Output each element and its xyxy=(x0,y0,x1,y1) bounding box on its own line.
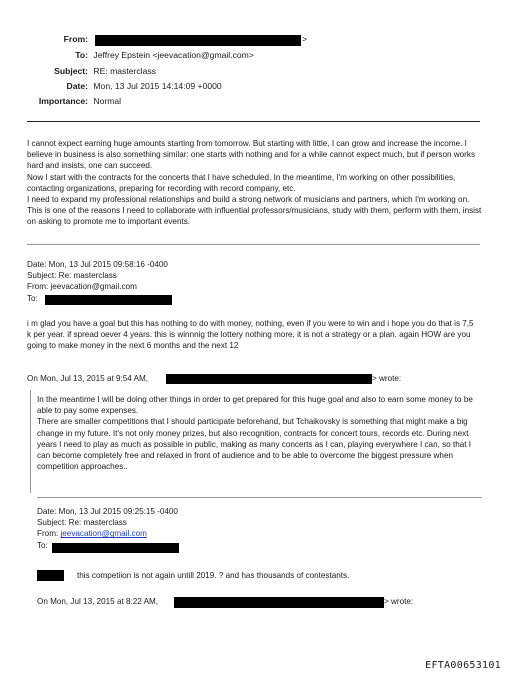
reply-date: Date: Mon, 13 Jul 2015 09:25:15 -0400 xyxy=(37,507,178,516)
email-link[interactable]: jeevacation@gmail.com xyxy=(60,529,147,539)
paragraph: Now I start with the contracts for the concerts that I have scheduled. In the meantime, I'm working on other possibilities, contacting organizations, preparing for recording with record company, etc. xyxy=(27,172,456,193)
subject-label: Subject: xyxy=(54,66,88,76)
header-subject-row xyxy=(20,66,156,77)
message-divider xyxy=(27,244,480,245)
quote-attribution-prefix: On Mon, Jul 13, 2015 at 9:54 AM, xyxy=(27,374,149,383)
reply-from xyxy=(37,528,457,539)
paragraph: I cannot expect earning huge amounts starting from tomorrow. But starting with little, I can grow and increase the income. I believe in business is also something similar: one starts with nothing and for a while cannot expect much, but if person works hard and insists, one can succeed. xyxy=(27,139,476,171)
quote-bar xyxy=(30,390,31,493)
paragraph: In the meantime I will be doing other things in order to get prepared for this huge goal and also to earn some money to be able to pay some expenses. xyxy=(37,395,473,416)
date-label: Date: xyxy=(66,81,88,91)
document-id: EFTA00653101 xyxy=(425,660,501,671)
quote-attribution-suffix: > wrote: xyxy=(384,597,414,606)
redaction-bar xyxy=(174,597,384,608)
redaction-bar xyxy=(166,374,372,384)
reply-subject: Subject: Re: masterclass xyxy=(27,271,117,281)
date-value: Mon, 13 Jul 2015 14:14:09 +0000 xyxy=(93,81,222,91)
header-importance-row xyxy=(20,96,121,107)
redaction-bar xyxy=(52,543,179,553)
redaction-bar xyxy=(45,295,172,305)
paragraph: I need to expand my professional relationships and build a strong network of musicians and partners, which I'm working on. This is one of the reasons I need to collaborate with influential professors/musicians, study with them, perform with them, insist on asking to promote me to important events. xyxy=(27,195,482,227)
redaction-bar xyxy=(95,35,301,46)
from-label: From: xyxy=(63,34,88,44)
header-to-row xyxy=(20,50,254,61)
header-divider xyxy=(27,121,480,122)
importance-value: Normal xyxy=(93,96,122,106)
header-date-row xyxy=(20,81,222,92)
quote-attribution-suffix: > wrote: xyxy=(372,374,402,383)
to-label: To: xyxy=(37,540,48,550)
from-suffix: > xyxy=(302,34,308,44)
to-label: To: xyxy=(75,50,88,60)
reply-subject: Subject: Re: masterclass xyxy=(37,518,127,528)
header-from-row xyxy=(20,34,88,45)
quoted-text xyxy=(37,394,482,472)
redaction-bar xyxy=(37,570,64,581)
reply-body: this competiion is not again untill 2019. ? and has thousands of contestants. xyxy=(77,571,350,580)
to-value: Jeffrey Epstein <jeevacation@gmail.com> xyxy=(93,50,254,60)
reply-from: From: jeevacation@gmail.com xyxy=(27,282,137,292)
reply-date: Date: Mon, 13 Jul 2015 09:58:16 -0400 xyxy=(27,260,168,269)
message-divider xyxy=(37,497,482,498)
paragraph: There are smaller competitions that I should participate beforehand, but Tchaikovsky is something that might make a big change in my future. It's not only money prizes, but also recognition, contracts for concert tours, records etc. During next years I need to play as much as possible in public, making as many concerts as I can, playing everywhere I can, so that I can become completely free and relaxed in front of audience and to be able to overcome the biggest pressure when competition approaches.. xyxy=(37,417,472,472)
message-body xyxy=(27,138,482,228)
from-label: From: xyxy=(37,529,59,539)
quote-attribution-prefix: On Mon, Jul 13, 2015 at 8:22 AM, xyxy=(37,597,159,606)
importance-label: Importance: xyxy=(38,96,88,106)
subject-value: RE: masterclass xyxy=(93,66,156,76)
to-label: To: xyxy=(27,293,38,303)
reply-body: i m glad you have a goal but this has nothing to do with money, nothing, even if you were to win and i hope you do that is 7,5 k per year. if spread oever 4 years. this is winnnig the lottery nothing more, it is not a strategy or a plan. again HOW are you going to make money in the next 6 months and the next 12 xyxy=(27,319,474,351)
